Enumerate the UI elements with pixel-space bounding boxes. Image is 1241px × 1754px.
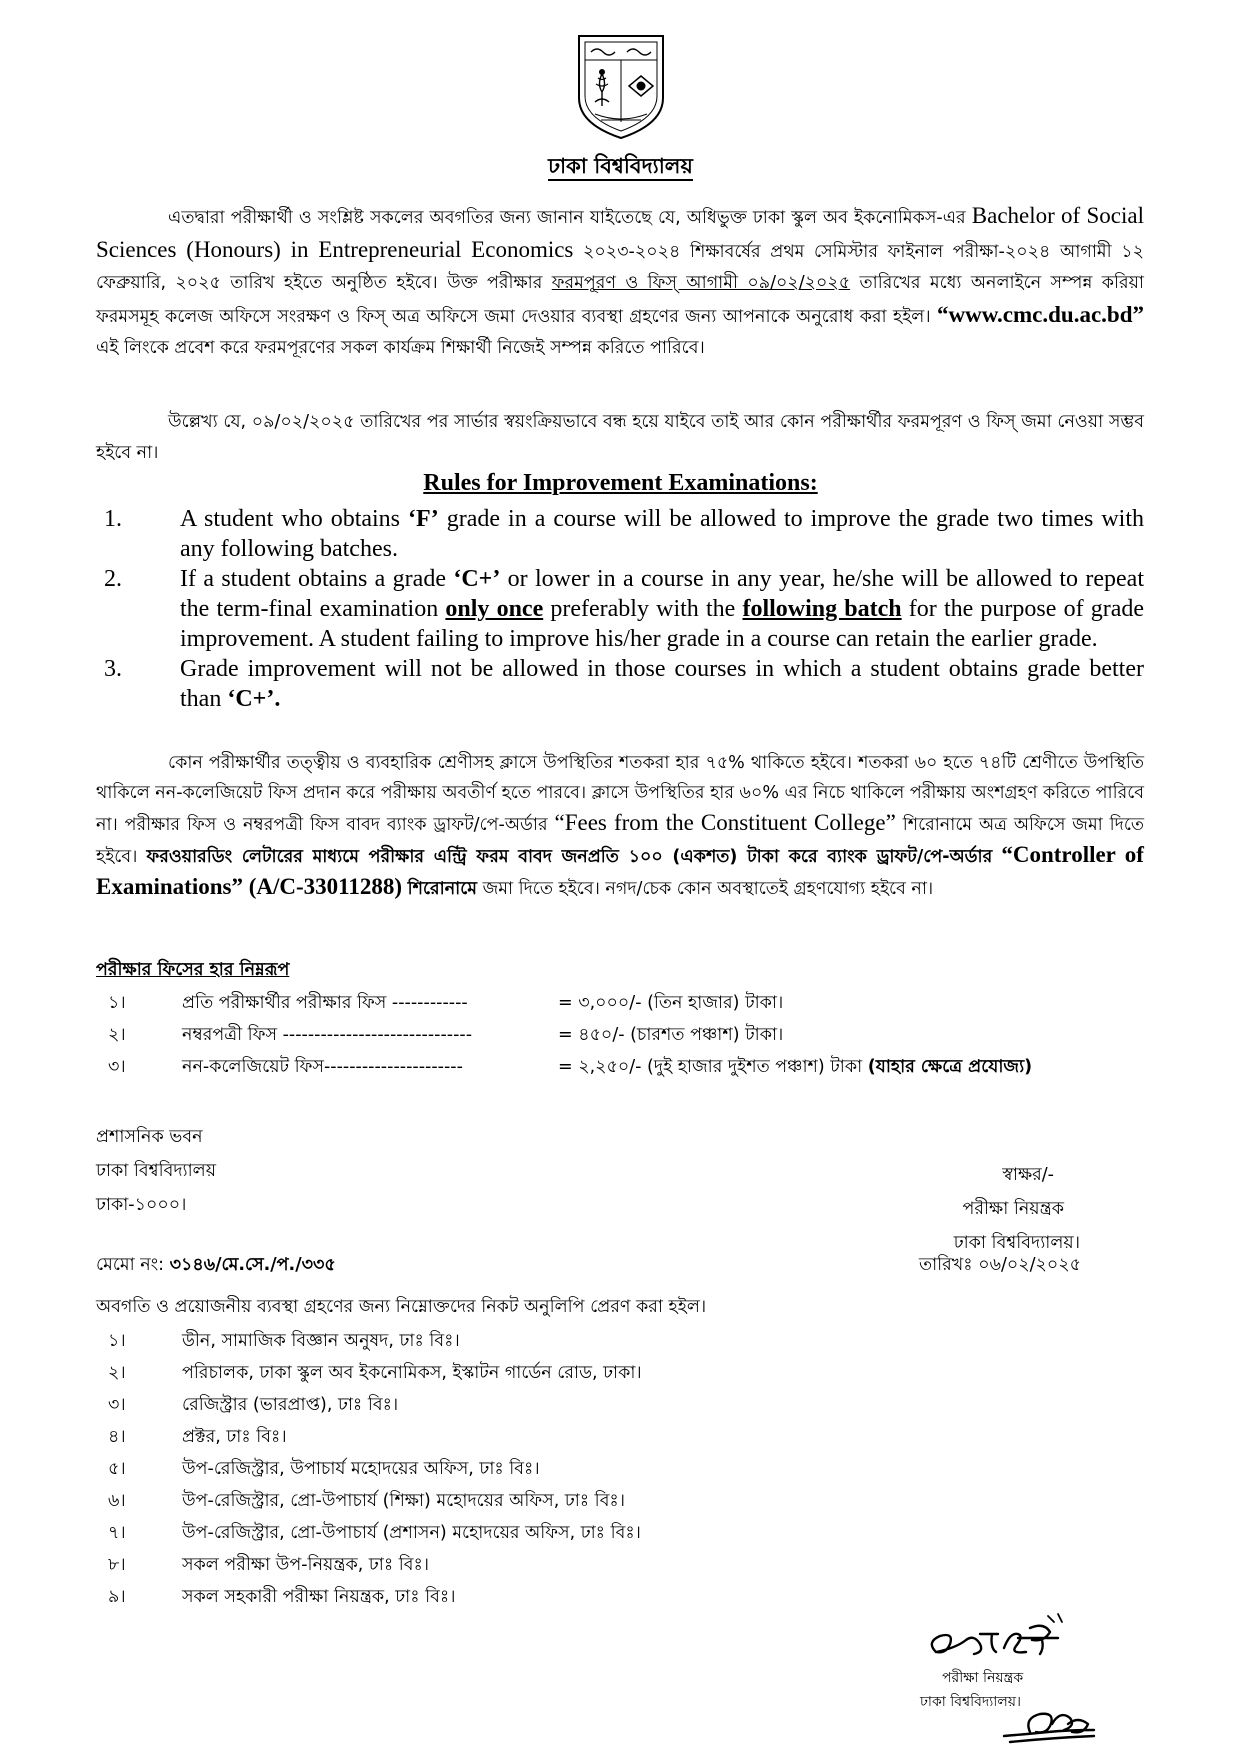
url-instruction: এই লিংকে প্রবেশ করে ফরমপূরণের সকল কার্যক্রম শিক্ষার্থী নিজেই সম্পন্ন করিতে পারিবে। <box>96 338 705 358</box>
university-seal-logo <box>571 28 671 141</box>
rule-number: 2. <box>104 566 122 592</box>
notice-intro: এতদ্বারা পরীক্ষার্থী ও সংশ্লিষ্ট সকলের অবগতির জন্য জানান যাইতেছে যে, অধিভুক্ত ঢাকা স্কুল অব ইকনোমিকস-এর <box>168 208 966 228</box>
rule-item: 3. Grade improvement will not be allowed in those courses in which a student obtains grade better than ‘C+’. <box>104 656 1144 712</box>
signoff-university: ঢাকা বিশ্ববিদ্যালয়। <box>920 1694 1022 1710</box>
exam-schedule: ২০২৩-২০২৪ শিক্ষাবর্ষের প্রথম সেমিস্টার ফাইনাল পরীক্ষা-২০২৪ আগামী ১২ ফেব্রুয়ারি, ২০২৫ তারিখ হইতে অনুষ্ঠিত হইবে। উক্ত পরীক্ষার <box>96 242 1144 293</box>
fee-note: (যাহার ক্ষেত্রে প্রযোজ্য) <box>867 1057 1033 1077</box>
signature-block: স্বাক্ষর/- পরীক্ষা নিয়ন্ত্রক ঢাকা বিশ্ববিদ্যালয়। <box>953 1165 1080 1253</box>
signoff-title: পরীক্ষা নিয়ন্ত্রক <box>942 1670 1024 1686</box>
rules-heading: Rules for Improvement Examinations: <box>423 470 818 496</box>
handwritten-initials-icon <box>1000 1702 1100 1744</box>
program-name: Bachelor of Social Sciences (Honours) in Entrepreneurial Economics <box>96 203 1144 262</box>
fee-heading: পরীক্ষার ফিসের হার নিম্নরূপ <box>96 960 290 980</box>
payee-controller: “Controller of Examinations” (A/C-33011288) <box>96 842 1144 899</box>
rule-item: 1. A student who obtains ‘F’ grade in a course will be allowed to improve the grade two times with any following batches. <box>104 506 1144 562</box>
notice-page: ঢাকা বিশ্ববিদ্যালয় এতদ্বারা পরীক্ষার্থী ও সংশ্লিষ্ট সকলের অবগতির জন্য জানান যাইতেছে যে, অধিভুক্ত ঢাকা স্কুল অব ইকনোমিকস-এর Bachelor of Social Sciences (Honours) in Entrepreneurial Economics ২০২৩-২০২৪ শিক্ষাবর্ষের প্রথম সেমিস্টার ফাইনাল পরীক্ষা-২০২৪ আগামী ১২ ফেব্রুয়ারি, ২০২৫ তারিখ হইতে অনুষ্ঠিত হইবে। উক্ত পরীক্ষার ফরমপূরণ ও ফিস্‌ আগামী ০৯/০২/২০২৫ তারিখের মধ্যে অনলাইনে সম্পন্ন করিয়া ফরমসমূহ কলেজ অফিসে সংরক্ষণ ও ফিস্‌ অত্র অফিসে জমা দেওয়ার ব্যবস্থা গ্রহণের জন্য আপনাকে অনুরোধ করা হইল। “www.cmc.du.ac.bd” এই লিংকে প্রবেশ করে ফরমপূরণের সকল কার্যক্রম শিক্ষার্থী নিজেই সম্পন্ন করিতে পারিবে। উল্লেখ্য যে, ০৯/০২/২০২৫ তারিখের পর সার্ভার স্বয়ংক্রিয়ভাবে বন্ধ হয়ে যাইবে তাই আর কোন পরীক্ষার্থীর ফরমপূরণ ও ফিস্‌ জমা নেওয়া সম্ভব হইবে না। Rules for Improvement Examinations: 1. A student who obtains ‘F’ grade in a course will be allowed to improve the grade two times with any following batches. 2. If a student obtains a grade ‘C+’ or lower in a course in any year, he/she will be allowed to repeat the term-final examination only once preferably with the following batch for the purpose of grade improvement. A student failing to improve his/her grade in a course can retain the earlier grade. 3. Grade improvement will not be allowed in those courses in which a student obtains grade better than ‘C+’. কোন পরীক্ষার্থীর তত্ত্বীয় ও ব্যবহারিক শ্রেণীসহ ক্লাসে উপস্থিতির শতকরা হার ৭৫% থাকিতে হইবে। শতকরা ৬০ হতে ৭৪টি শ্রেণীতে উপস্থিতি থাকিলে নন-কলেজিয়েট ফিস প্রদান করে পরীক্ষায় অবতীর্ণ হতে পারবে। ক্লাসে উপস্থিতির হার ৬০% এর নিচে থাকিলে পরীক্ষায় অংশগ্রহণ করিতে পারিবে না। পরীক্ষার ফিস ও নম্বরপত্রী ফিস বাবদ ব্যাংক ড্রাফট/পে-অর্ডার “Fees from the Constituent College” শিরোনামে অত্র অফিসে জমা দিতে হইবে। ফরওয়ারডিং লেটারের মাধ্যমে পরীক্ষার এন্ট্রি ফরম বাবদ জনপ্রতি ১০০ (একশত) টাকা করে ব্যাংক ড্রাফট/পে-অর্ডার “Controller of Examinations” (A/C-33011288) শিরোনামে জমা দিতে হইবে। নগদ/চেক কোন অবস্থাতেই গ্রহণযোগ্য হইবে না। পরীক্ষার ফিসের হার নিম্নরূপ ১। প্রতি পরীক্ষার্থীর পরীক্ষার ফিস ------------ = ৩,০০০/- (তিন হাজার) টাকা। ২। নম্বরপত্রী ফিস ------------------------------ = ৪৫০/- (চারশত পঞ্চাশ) টাকা। ৩। নন-কলেজিয়েট ফিস---------------------- = ২,২৫০/- (দুই হাজার দুইশত পঞ্চাশ) টাকা (যাহার ক্ষেত্রে প্রযোজ্য) প্রশাসনিক ভবন ঢাকা বিশ্ববিদ্যালয় ঢাকা-১০০০। স্বাক্ষর/- পরীক্ষা নিয়ন্ত্রক ঢাকা বিশ্ববিদ্যালয়। মেমো নং: ৩১৪৬/মে.সে./প./৩৩৫ তারিখঃ ০৬/০২/২০২৫ অবগতি ও প্রয়োজনীয় ব্যবস্থা গ্রহণের জন্য নিম্নোক্তদের নিকট অনুলিপি প্রেরণ করা হইল। ১। ডীন, সামাজিক বিজ্ঞান অনুষদ, ঢাঃ বিঃ। ২। পরিচালক, ঢাকা স্কুল অব ইকনোমিকস, ইস্কাটন গার্ডেন রোড, ঢাকা। ৩। রেজিস্ট্রার (ভারপ্রাপ্ত), ঢাঃ বিঃ। ৪। প্রক্টর, ঢাঃ বিঃ। ৫। উপ-রেজিস্ট্রার, উপাচার্য মহোদয়ের অফিস, ঢাঃ বিঃ। ৬। উপ-রেজিস্ট্রার, প্রো-উপাচার্য (শিক্ষা) মহোদয়ের অফিস, ঢাঃ বিঃ। ৭। উপ-রেজিস্ট্রার, প্রো-উপাচার্য (প্রশাসন) মহোদয়ের অফিস, ঢাঃ বিঃ। ৮। সকল পরীক্ষা উপ-নিয়ন্ত্রক, ঢাঃ বিঃ। ৯। সকল সহকারী পরীক্ষা নিয়ন্ত্রক, ঢাঃ বিঃ। পরীক্ষা নিয়ন্ত্রক ঢাকা বিশ্ববিদ্যালয়। <box>0 0 1241 1754</box>
submission-instruction: তারিখের মধ্যে অনলাইনে সম্পন্ন করিয়া ফরমসমূহ কলেজ অফিসে সংরক্ষণ ও ফিস্‌ অত্র অফিসে জমা দেওয়ার ব্যবস্থা গ্রহণের জন্য আপনাকে অনুরোধ করা হইল। <box>96 273 1144 327</box>
university-title <box>0 150 1241 185</box>
fee-row: ৩। নন-কলেজিয়েট ফিস---------------------- = ২,২৫০/- (দুই হাজার দুইশত পঞ্চাশ) টাকা (যাহার ক্ষেত্রে প্রযোজ্য) <box>108 1057 1033 1077</box>
server-close-note: উল্লেখ্য যে, ০৯/০২/২০২৫ তারিখের পর সার্ভার স্বয়ংক্রিয়ভাবে বন্ধ হয়ে যাইবে তাই আর কোন পরীক্ষার্থীর ফরমপূরণ ও ফিস্‌ জমা নেওয়া সম্ভব হইবে না। <box>96 412 1144 463</box>
copy-intro: অবগতি ও প্রয়োজনীয় ব্যবস্থা গ্রহণের জন্য নিম্নোক্তদের নিকট অনুলিপি প্রেরণ করা হইল। <box>96 1297 707 1317</box>
rules-list <box>96 504 1144 714</box>
rule-number: 1. <box>104 506 122 532</box>
memo-number: মেমো নং: ৩১৪৬/মে.সে./প./৩৩৫ <box>96 1255 336 1275</box>
rule-number: 3. <box>104 656 122 682</box>
rule-item: 2. If a student obtains a grade ‘C+’ or lower in a course in any year, he/she will be allowed to repeat the term-final examination only once preferably with the following batch for the purpose of grade improvement. A student failing to improve his/her grade in a course can retain the earlier grade. <box>104 566 1145 652</box>
fee-row: ১। প্রতি পরীক্ষার্থীর পরীক্ষার ফিস ------------ = ৩,০০০/- (তিন হাজার) টাকা। <box>108 993 784 1013</box>
payee-college: “Fees from the Constituent College” <box>554 810 896 835</box>
fee-row: ২। নম্বরপত্রী ফিস ------------------------------ = ৪৫০/- (চারশত পঞ্চাশ) টাকা। <box>108 1025 784 1045</box>
attendance-paragraph: কোন পরীক্ষার্থীর তত্ত্বীয় ও ব্যবহারিক শ্রেণীসহ ক্লাসে উপস্থিতির শতকরা হার ৭৫% থাকিতে হইবে। শতকরা ৬০ হতে ৭৪টি শ্রেণীতে উপস্থিতি থাকিলে নন-কলেজিয়েট ফিস প্রদান করে পরীক্ষায় অবতীর্ণ হতে পারবে। ক্লাসে উপস্থিতির হার ৬০% এর নিচে থাকিলে পরীক্ষায় অংশগ্রহণ করিতে পারিবে না। পরীক্ষার ফিস ও নম্বরপত্রী ফিস বাবদ ব্যাংক ড্রাফট/পে-অর্ডার “Fees from the Constituent College” শিরোনামে অত্র অফিসে জমা দিতে হইবে। ফরওয়ারডিং লেটারের মাধ্যমে পরীক্ষার এন্ট্রি ফরম বাবদ জনপ্রতি ১০০ (একশত) টাকা করে ব্যাংক ড্রাফট/পে-অর্ডার “Controller of Examinations” (A/C-33011288) শিরোনামে জমা দিতে হইবে। নগদ/চেক কোন অবস্থাতেই গ্রহণযোগ্য হইবে না। <box>96 753 1144 899</box>
issue-date: তারিখঃ ০৬/০২/২০২৫ <box>918 1255 1081 1275</box>
office-address: প্রশাসনিক ভবন ঢাকা বিশ্ববিদ্যালয় ঢাকা-১০০০। <box>96 1127 217 1215</box>
notice-paragraph-1 <box>96 200 1144 364</box>
form-fill-url[interactable]: “www.cmc.du.ac.bd” <box>936 302 1144 327</box>
university-name: ঢাকা বিশ্ববিদ্যালয় <box>548 154 693 181</box>
notice-paragraph-2 <box>96 407 1144 469</box>
form-fee-deadline: ফরমপূরণ ও ফিস্‌ আগামী ০৯/০২/২০২৫ <box>551 273 851 293</box>
